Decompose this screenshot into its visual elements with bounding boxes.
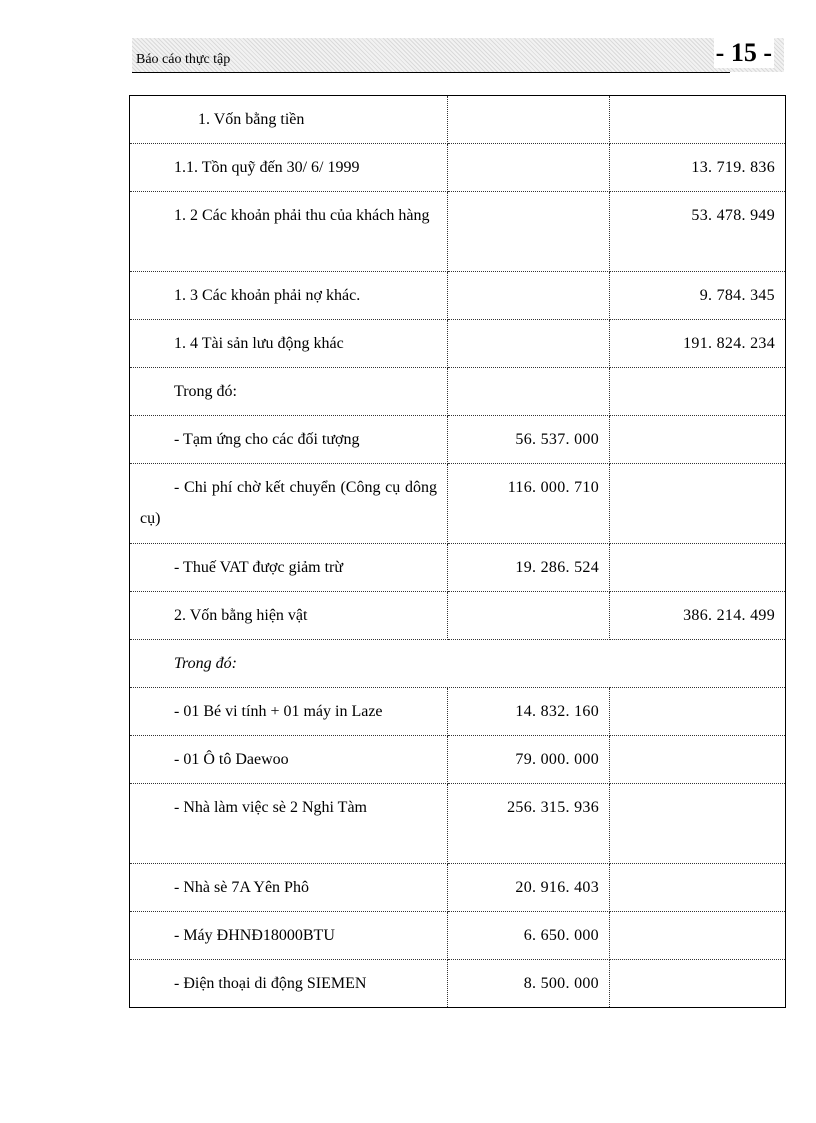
table-row — [130, 464, 786, 544]
page-number: - 15 - — [715, 38, 772, 67]
table-row — [130, 320, 786, 368]
report-title: Báo cáo thực tập — [136, 52, 231, 67]
row-label: 1. 2 Các khoản phải thu của khách hàng — [130, 192, 448, 272]
table-row — [130, 544, 786, 592]
row-total — [610, 960, 786, 1008]
row-label: 1. 4 Tài sản lưu động khác — [130, 320, 448, 368]
row-label: - Tạm ứng cho các đối tượng — [130, 416, 448, 464]
row-total — [610, 736, 786, 784]
table-row — [130, 368, 786, 416]
row-label: 1. 3 Các khoản phải nợ khác. — [130, 272, 448, 320]
row-label: - Nhà sè 7A Yên Phô — [130, 864, 448, 912]
row-total — [610, 864, 786, 912]
row-detail — [448, 368, 610, 416]
row-label: - Thuế VAT được giảm trừ — [130, 544, 448, 592]
row-total — [610, 416, 786, 464]
row-total — [610, 544, 786, 592]
row-label: Trong đó: — [130, 640, 786, 688]
row-label: - Chi phí chờ kết chuyển (Công cụ dông cụ) — [130, 464, 448, 544]
table-row — [130, 688, 786, 736]
row-detail — [448, 272, 610, 320]
row-total: 9. 784. 345 — [610, 272, 786, 320]
row-label: 1.1. Tồn quỹ đến 30/ 6/ 1999 — [130, 144, 448, 192]
row-label: Trong đó: — [130, 368, 448, 416]
row-label: - Nhà làm việc sè 2 Nghi Tàm — [130, 784, 448, 864]
row-total: 386. 214. 499 — [610, 592, 786, 640]
table-row — [130, 736, 786, 784]
row-total — [610, 96, 786, 144]
row-detail — [448, 320, 610, 368]
row-label: - Máy ĐHNĐ18000BTU — [130, 912, 448, 960]
row-total — [610, 688, 786, 736]
header-rule — [132, 72, 730, 73]
row-label: - Điện thoại di động SIEMEN — [130, 960, 448, 1008]
row-total: 13. 719. 836 — [610, 144, 786, 192]
table-row — [130, 864, 786, 912]
row-detail: 20. 916. 403 — [448, 864, 610, 912]
row-detail: 19. 286. 524 — [448, 544, 610, 592]
table-row — [130, 912, 786, 960]
row-total — [610, 784, 786, 864]
row-label: 2. Vốn bằng hiện vật — [130, 592, 448, 640]
row-detail: 256. 315. 936 — [448, 784, 610, 864]
row-total — [610, 368, 786, 416]
row-detail: 6. 650. 000 — [448, 912, 610, 960]
row-detail — [448, 144, 610, 192]
table-row — [130, 960, 786, 1008]
row-detail: 8. 500. 000 — [448, 960, 610, 1008]
row-detail: 79. 000. 000 — [448, 736, 610, 784]
row-total: 53. 478. 949 — [610, 192, 786, 272]
table-row — [130, 144, 786, 192]
capital-table — [129, 95, 786, 1008]
row-label: - 01 Ô tô Daewoo — [130, 736, 448, 784]
row-detail: 14. 832. 160 — [448, 688, 610, 736]
row-detail — [448, 192, 610, 272]
table-row — [130, 592, 786, 640]
row-total — [610, 464, 786, 544]
table-row — [130, 640, 786, 688]
table-row — [130, 784, 786, 864]
row-detail: 116. 000. 710 — [448, 464, 610, 544]
table-row — [130, 416, 786, 464]
table-row — [130, 96, 786, 144]
row-label: - 01 Bé vi tính + 01 máy in Laze — [130, 688, 448, 736]
row-detail: 56. 537. 000 — [448, 416, 610, 464]
row-detail — [448, 592, 610, 640]
row-label: 1. Vốn bằng tiền — [130, 96, 448, 144]
row-total: 191. 824. 234 — [610, 320, 786, 368]
row-detail — [448, 96, 610, 144]
table-row — [130, 272, 786, 320]
table-row — [130, 192, 786, 272]
row-total — [610, 912, 786, 960]
